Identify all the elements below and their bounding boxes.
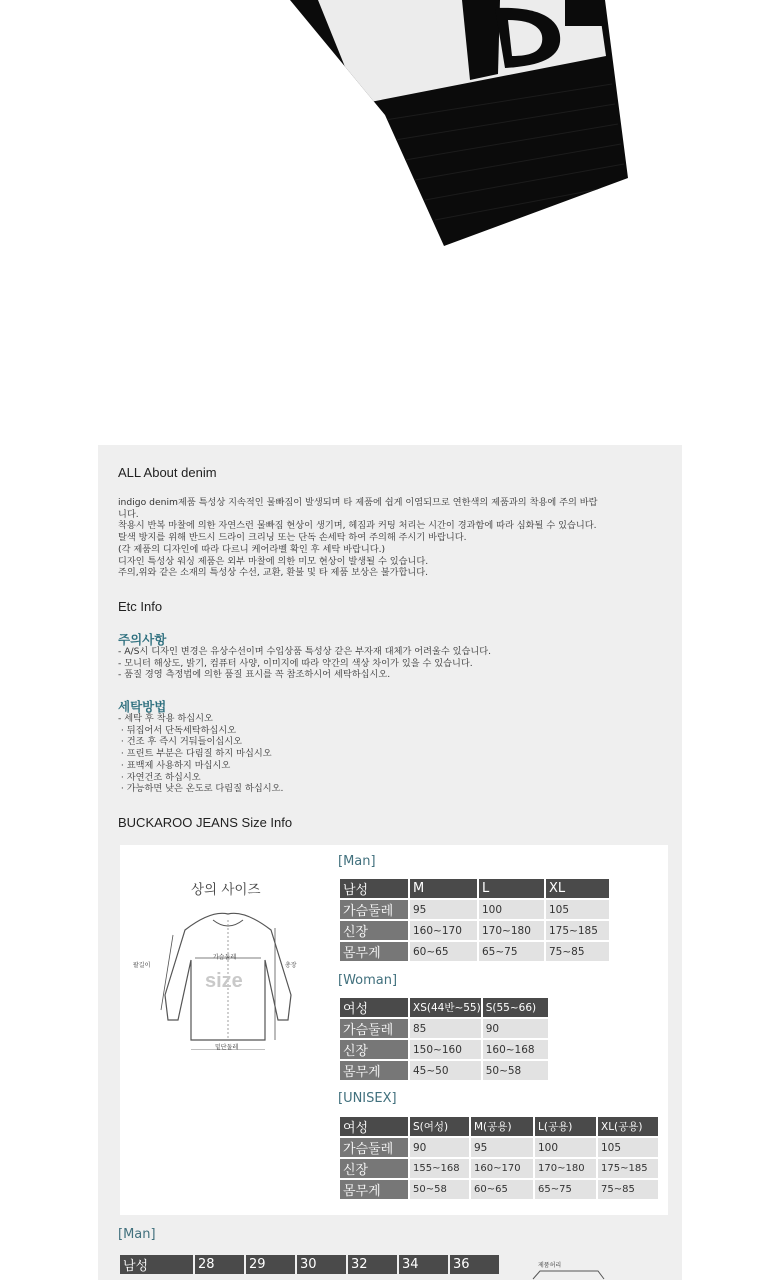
table-cell: 85 xyxy=(410,1019,481,1038)
table-cell: 가슴둘레 xyxy=(340,900,408,919)
about-line: indigo denim제품 특성상 지속적인 물빠짐이 발생되며 타 제품에 쉽게 이염되므로 연한색의 제품과의 착용에 주의 바랍 xyxy=(118,497,598,508)
table-cell: 100 xyxy=(535,1138,596,1157)
caution-line: - A/S시 디자인 변경은 유상수선이며 수입상품 특성상 같은 부자재 대체가 어려울수 있습니다. xyxy=(118,646,492,657)
table-cell: 65~75 xyxy=(479,942,544,961)
table-cell: 여성 xyxy=(340,998,408,1017)
table-cell: 160~170 xyxy=(410,921,477,940)
about-line: 탈색 방지를 위해 반드시 드라이 크리닝 또는 단독 손세탁 하여 주의해 주시기 바랍니다. xyxy=(118,532,467,544)
table-cell: 32 xyxy=(348,1255,397,1274)
man-label: [Man] xyxy=(338,854,376,869)
caution-line: - 품질 경영 측정법에 의한 품질 표시를 꼭 참조하시어 세탁하십시오. xyxy=(118,669,391,681)
table-row xyxy=(340,942,609,961)
diagram-length-label: 총장 xyxy=(285,962,297,969)
table-row xyxy=(340,1061,548,1080)
caution-title: 주의사항 xyxy=(118,632,167,647)
table-cell: M(공용) xyxy=(471,1117,533,1136)
table-cell: XL xyxy=(546,879,609,898)
table-row xyxy=(340,1019,548,1038)
product-info-panel xyxy=(98,445,682,1280)
wash-text xyxy=(118,713,283,795)
table-row xyxy=(340,1159,658,1178)
table-cell: 신장 xyxy=(340,1040,408,1059)
wash-line: · 프린트 부분은 다림질 하지 마십시오 xyxy=(118,748,272,760)
table-cell: M xyxy=(410,879,477,898)
table-header-row xyxy=(340,998,548,1017)
table-header-row xyxy=(340,1117,658,1136)
table-cell: 50~58 xyxy=(483,1061,548,1080)
etc-title: Etc Info xyxy=(118,599,163,614)
table-cell: 170~180 xyxy=(535,1159,596,1178)
size-title: BUCKAROO JEANS Size Info xyxy=(118,815,293,830)
table-cell: 90 xyxy=(410,1138,469,1157)
about-line: 니다. xyxy=(118,508,139,520)
table-cell: S(55~66) xyxy=(483,998,548,1017)
about-line: 착용시 반복 마찰에 의한 자연스런 물빠짐 현상이 생기며, 헤짐과 커팅 처리는 시간이 경과함에 따라 심화될 수 있습니다. xyxy=(118,520,597,532)
table-cell: 몸무게 xyxy=(340,1180,408,1199)
wash-line: · 표백제 사용하지 마십시오 xyxy=(118,759,231,771)
top-size-diagram xyxy=(133,870,323,1050)
wash-line: · 자연건조 하십시오 xyxy=(118,771,201,783)
table-cell: 75~85 xyxy=(598,1180,658,1199)
table-cell: 75~85 xyxy=(546,942,609,961)
table-row xyxy=(340,1138,658,1157)
table-cell: 95 xyxy=(471,1138,533,1157)
table-cell: 몸무게 xyxy=(340,942,408,961)
table-cell: 45~50 xyxy=(410,1061,481,1080)
diagram-hem-label: 밑단둘레 xyxy=(215,1044,239,1051)
table-cell: 90 xyxy=(483,1019,548,1038)
table-cell: 175~185 xyxy=(546,921,609,940)
wash-title: 세탁방법 xyxy=(118,699,167,714)
woman-label: [Woman] xyxy=(338,973,398,988)
table-cell: XS(44반~55) xyxy=(410,998,481,1017)
table-cell: 50~58 xyxy=(410,1180,469,1199)
about-line: (각 제품의 디자인에 따라 다르니 케어라벨 확인 후 세탁 바랍니다.) xyxy=(118,543,386,555)
wash-line: · 건조 후 즉시 거둬들이십시오 xyxy=(118,736,243,748)
about-text xyxy=(118,497,598,579)
table-cell: 가슴둘레 xyxy=(340,1019,408,1038)
diagram-sleeve-label: 팔길이 xyxy=(133,962,151,969)
about-title: ALL About denim xyxy=(118,465,217,480)
table-cell: 신장 xyxy=(340,1159,408,1178)
sweater-sleeve-image xyxy=(0,0,780,440)
table-row xyxy=(340,1180,658,1199)
table-cell: 몸무게 xyxy=(340,1061,408,1080)
wash-line: - 세탁 후 착용 하십시오 xyxy=(118,713,213,724)
woman-size-table xyxy=(338,996,550,1082)
diagram-title: 상의 사이즈 xyxy=(191,882,261,898)
table-cell: 60~65 xyxy=(410,942,477,961)
caution-text xyxy=(118,646,491,681)
wash-line: · 뒤집어서 단독세탁하십시오 xyxy=(118,724,237,736)
diagram-center-label: size xyxy=(205,970,243,992)
table-cell: 175~185 xyxy=(598,1159,658,1178)
table-cell: 160~170 xyxy=(471,1159,533,1178)
table-cell: 60~65 xyxy=(471,1180,533,1199)
wash-line: · 가능하면 낮은 온도로 다림질 하십시오. xyxy=(118,783,284,795)
table-cell: 100 xyxy=(479,900,544,919)
diagram-chest-label: 가슴둘레 xyxy=(213,954,237,961)
table-cell: 여성 xyxy=(340,1117,408,1136)
table-cell: 170~180 xyxy=(479,921,544,940)
man-size-table xyxy=(338,877,611,963)
pants-waist-icon xyxy=(528,1267,608,1280)
unisex-label: [UNISEX] xyxy=(338,1091,397,1106)
about-line: 주의,위와 같은 소재의 특성상 수선, 교환, 환불 및 타 제품 보상은 불가합니다. xyxy=(118,567,429,579)
pants-size-table xyxy=(118,1253,501,1276)
table-row xyxy=(340,900,609,919)
pants-man-label: [Man] xyxy=(118,1227,156,1242)
table-header-row xyxy=(120,1255,499,1274)
table-header-row xyxy=(340,879,609,898)
about-line: 디자인 특성상 워싱 제품은 외부 마찰에 의한 미모 현상이 발생될 수 있습니다. xyxy=(118,555,429,567)
table-cell: 29 xyxy=(246,1255,295,1274)
table-cell: 105 xyxy=(598,1138,658,1157)
table-cell: 신장 xyxy=(340,921,408,940)
unisex-size-table xyxy=(338,1115,660,1201)
caution-line: - 모니터 해상도, 밝기, 컴퓨터 사양, 이미지에 따라 약간의 색상 차이가 있을 수 있습니다. xyxy=(118,657,473,669)
table-cell: XL(공용) xyxy=(598,1117,658,1136)
table-row xyxy=(340,921,609,940)
table-cell: 남성 xyxy=(340,879,408,898)
product-photo xyxy=(0,0,780,440)
table-cell: 34 xyxy=(399,1255,448,1274)
table-row xyxy=(340,1040,548,1059)
table-cell: L(공용) xyxy=(535,1117,596,1136)
table-cell: 150~160 xyxy=(410,1040,481,1059)
table-cell: 95 xyxy=(410,900,477,919)
table-cell: 30 xyxy=(297,1255,346,1274)
table-cell: 36 xyxy=(450,1255,499,1274)
table-cell: 남성 xyxy=(120,1255,193,1274)
table-cell: 160~168 xyxy=(483,1040,548,1059)
table-cell: S(여성) xyxy=(410,1117,469,1136)
table-cell: L xyxy=(479,879,544,898)
table-cell: 65~75 xyxy=(535,1180,596,1199)
table-cell: 28 xyxy=(195,1255,244,1274)
table-cell: 가슴둘레 xyxy=(340,1138,408,1157)
table-cell: 105 xyxy=(546,900,609,919)
pants-diagram-label: 제품허리 xyxy=(538,1262,562,1269)
table-cell: 155~168 xyxy=(410,1159,469,1178)
